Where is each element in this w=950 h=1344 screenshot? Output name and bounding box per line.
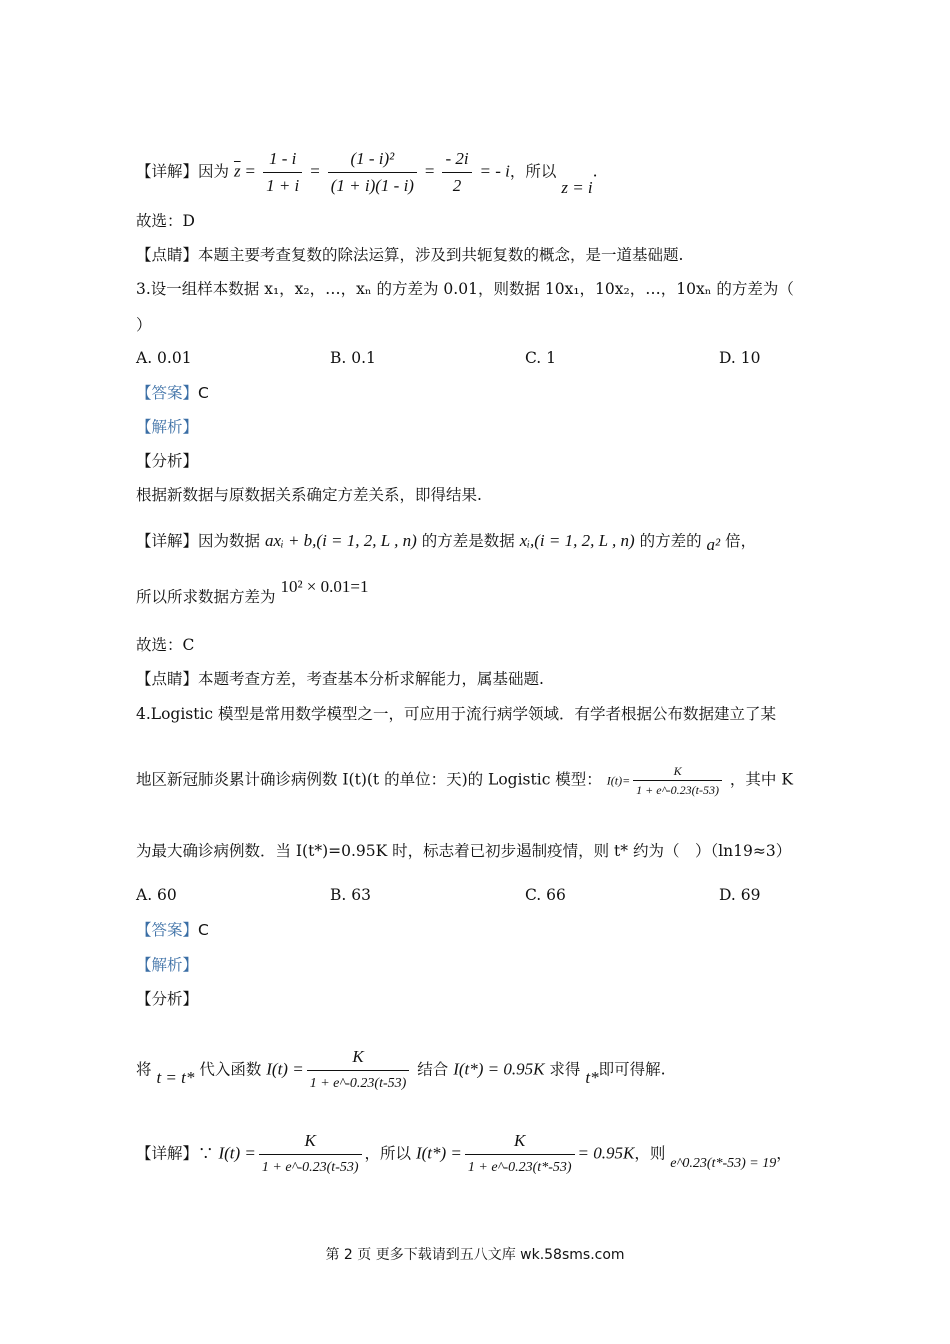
q4-detail-expr3: e^0.23(t*-53) = 19 [670,1155,777,1171]
q4-detail-frac-2: $\frac{K}{1 + e\^{}-0.23(t*-53)}$ [465,1128,575,1181]
q4-fenxi-expr4: t* [585,1067,599,1087]
q4-detail-then: ，则 [634,1144,666,1163]
q3-stem-line1: 3.设一组样本数据 x₁，x₂，…，xₙ 的方差为 0.01，则数据 10x₁，10x₂，…，10xₙ 的方差为（ [136,280,794,298]
q4-option-d: D. 69 [719,886,761,904]
q4-stem-line1: 4.Logistic 模型是常用数学模型之一，可应用于流行病学领域．有学者根据公布数据建立了某 [136,705,777,723]
q2-frac-1: $\frac{1 - i}{1 + i}$ [263,146,302,199]
q4-answer-label: 【答案】 [136,921,199,939]
q3-detail-b: 的方差是数据 [421,532,515,550]
q4-fenxi-line [136,1044,666,1097]
q2-zbar: $\overline{z}$ [233,161,241,181]
q4-stem-line2-a: 地区新冠肺炎累计确诊病例数 I(t)(t 的单位：天)的 Logistic 模型： [136,770,602,789]
q4-analysis-label: 【解析】 [136,956,199,974]
q3-answer [136,382,209,404]
q2-eq-tail: = - i [479,161,510,181]
q4-model-frac: $\frac{K}{1 + e\^{}-0.23(t-53)}$ [633,762,722,799]
q3-choice: 故选：C [136,636,195,654]
q2-comment [136,244,683,266]
q3-detail-c: 的方差的 [639,532,702,550]
q4-fenxi-frac: $\frac{K}{1 + e\^{}-0.23(t-53)}$ [307,1044,410,1097]
q4-option-c: C. 66 [525,886,566,904]
q2-so: ，所以 [509,162,557,181]
q4-answer-value: C [198,921,209,939]
q3-fenxi-label: 【分析】 [136,452,199,470]
q4-detail-end: ， [776,1144,792,1163]
q3-detail-expr1: axᵢ + b,(i = 1, 2, L , n) [264,531,417,550]
q3-option-c: C. 1 [525,349,557,367]
q2-detail-prefix: 因为 [198,162,230,181]
q2-result: z = i [561,177,593,197]
q3-answer-value: C [198,384,209,402]
page-footer: 第 2 页 更多下载请到五八文库 wk.58sms.com [325,1247,625,1263]
q4-detail-so: ，所以 [364,1144,412,1163]
q4-stem-line3: 为最大确诊病例数．当 I(t*)=0.95K 时，标志着已初步遏制疫情，则 t* 约为（ ）（ln19≈3） [136,842,792,860]
q4-detail-expr2-tail: = 0.95K [577,1143,635,1163]
q3-detail2-a: 所以所求数据方差为 [136,588,276,606]
q4-detail-frac-1: $\frac{K}{1 + e\^{}-0.23(t-53)}$ [259,1128,362,1181]
q3-analysis-label: 【解析】 [136,418,199,436]
q2-frac-3: $\frac{- 2i}{2}$ [442,146,471,199]
q4-fenxi-d: 求得 [549,1060,581,1079]
q2-choice: 故选：D [136,212,195,230]
q4-fenxi-label: 【分析】 [136,990,199,1008]
q3-detail-d: 倍， [725,532,757,550]
q3-detail2-line [136,577,369,608]
q4-detail-because: ∵ [198,1144,214,1163]
q2-frac-2: $\frac{\text{(1 - i)²}}{(1 + i)(1 - i)}$ [328,146,417,199]
q3-detail-expr3: a² [706,535,721,554]
q4-fenxi-c: 结合 [417,1060,449,1079]
q3-fenxi: 根据新数据与原数据关系确定方差关系，即得结果. [136,486,482,504]
q4-stem-line2 [136,762,793,799]
q3-detail-line [136,530,756,552]
q3-comment-label: 【点睛】 [136,670,199,688]
q4-fenxi-e: 即可得解. [598,1060,666,1079]
q4-option-a: A. 60 [136,886,177,904]
q4-option-b: B. 63 [330,886,371,904]
q3-comment [136,668,544,690]
q4-fenxi-expr3: I(t*) = 0.95K [453,1059,545,1079]
q4-fenxi-expr2-lhs: I(t) = [266,1059,304,1079]
q4-detail-label: 【详解】 [136,1144,199,1163]
q3-detail-a: 因为数据 [198,532,261,550]
q4-fenxi-expr1: t = t* [156,1067,195,1087]
q3-stem-line2: ） [136,316,152,334]
q4-stem-line2-b: ，其中 K [729,770,793,789]
q3-option-d: D. 10 [719,349,761,367]
q4-model-lhs: I(t)= [606,773,631,788]
q3-option-b: B. 0.1 [330,349,376,367]
q4-detail-expr1-lhs: I(t) = [218,1143,256,1163]
q3-option-a: A. 0.01 [136,349,192,367]
q3-detail2-expr: 10² × 0.01=1 [280,577,369,596]
q3-comment-text: 本题考查方差，考查基本分析求解能力，属基础题. [198,670,544,688]
q2-detail-label: 【详解】 [136,162,199,181]
q4-detail-line [136,1128,792,1181]
q4-detail-expr2-lhs: I(t*) = [415,1143,462,1163]
q2-comment-text: 本题主要考查复数的除法运算，涉及到共轭复数的概念，是一道基础题. [198,246,684,264]
q3-detail-expr2: xᵢ,(i = 1, 2, L , n) [519,531,635,550]
q2-comment-label: 【点睛】 [136,246,199,264]
q3-detail-label: 【详解】 [136,532,199,550]
q3-answer-label: 【答案】 [136,384,199,402]
q4-answer [136,919,209,941]
q2-detail-line: 【详解】因为 $\overline{z}$ = $\frac{1 - i}{1 + i}$ = $\frac{\text{(1 - i)²}}{(1 + i)(1 - i)}$ = $\frac{- 2i}{2}$ = - i，所以 z = i. [136,146,598,199]
q4-fenxi-b: 代入函数 [199,1060,262,1079]
q4-fenxi-a: 将 [136,1060,152,1079]
